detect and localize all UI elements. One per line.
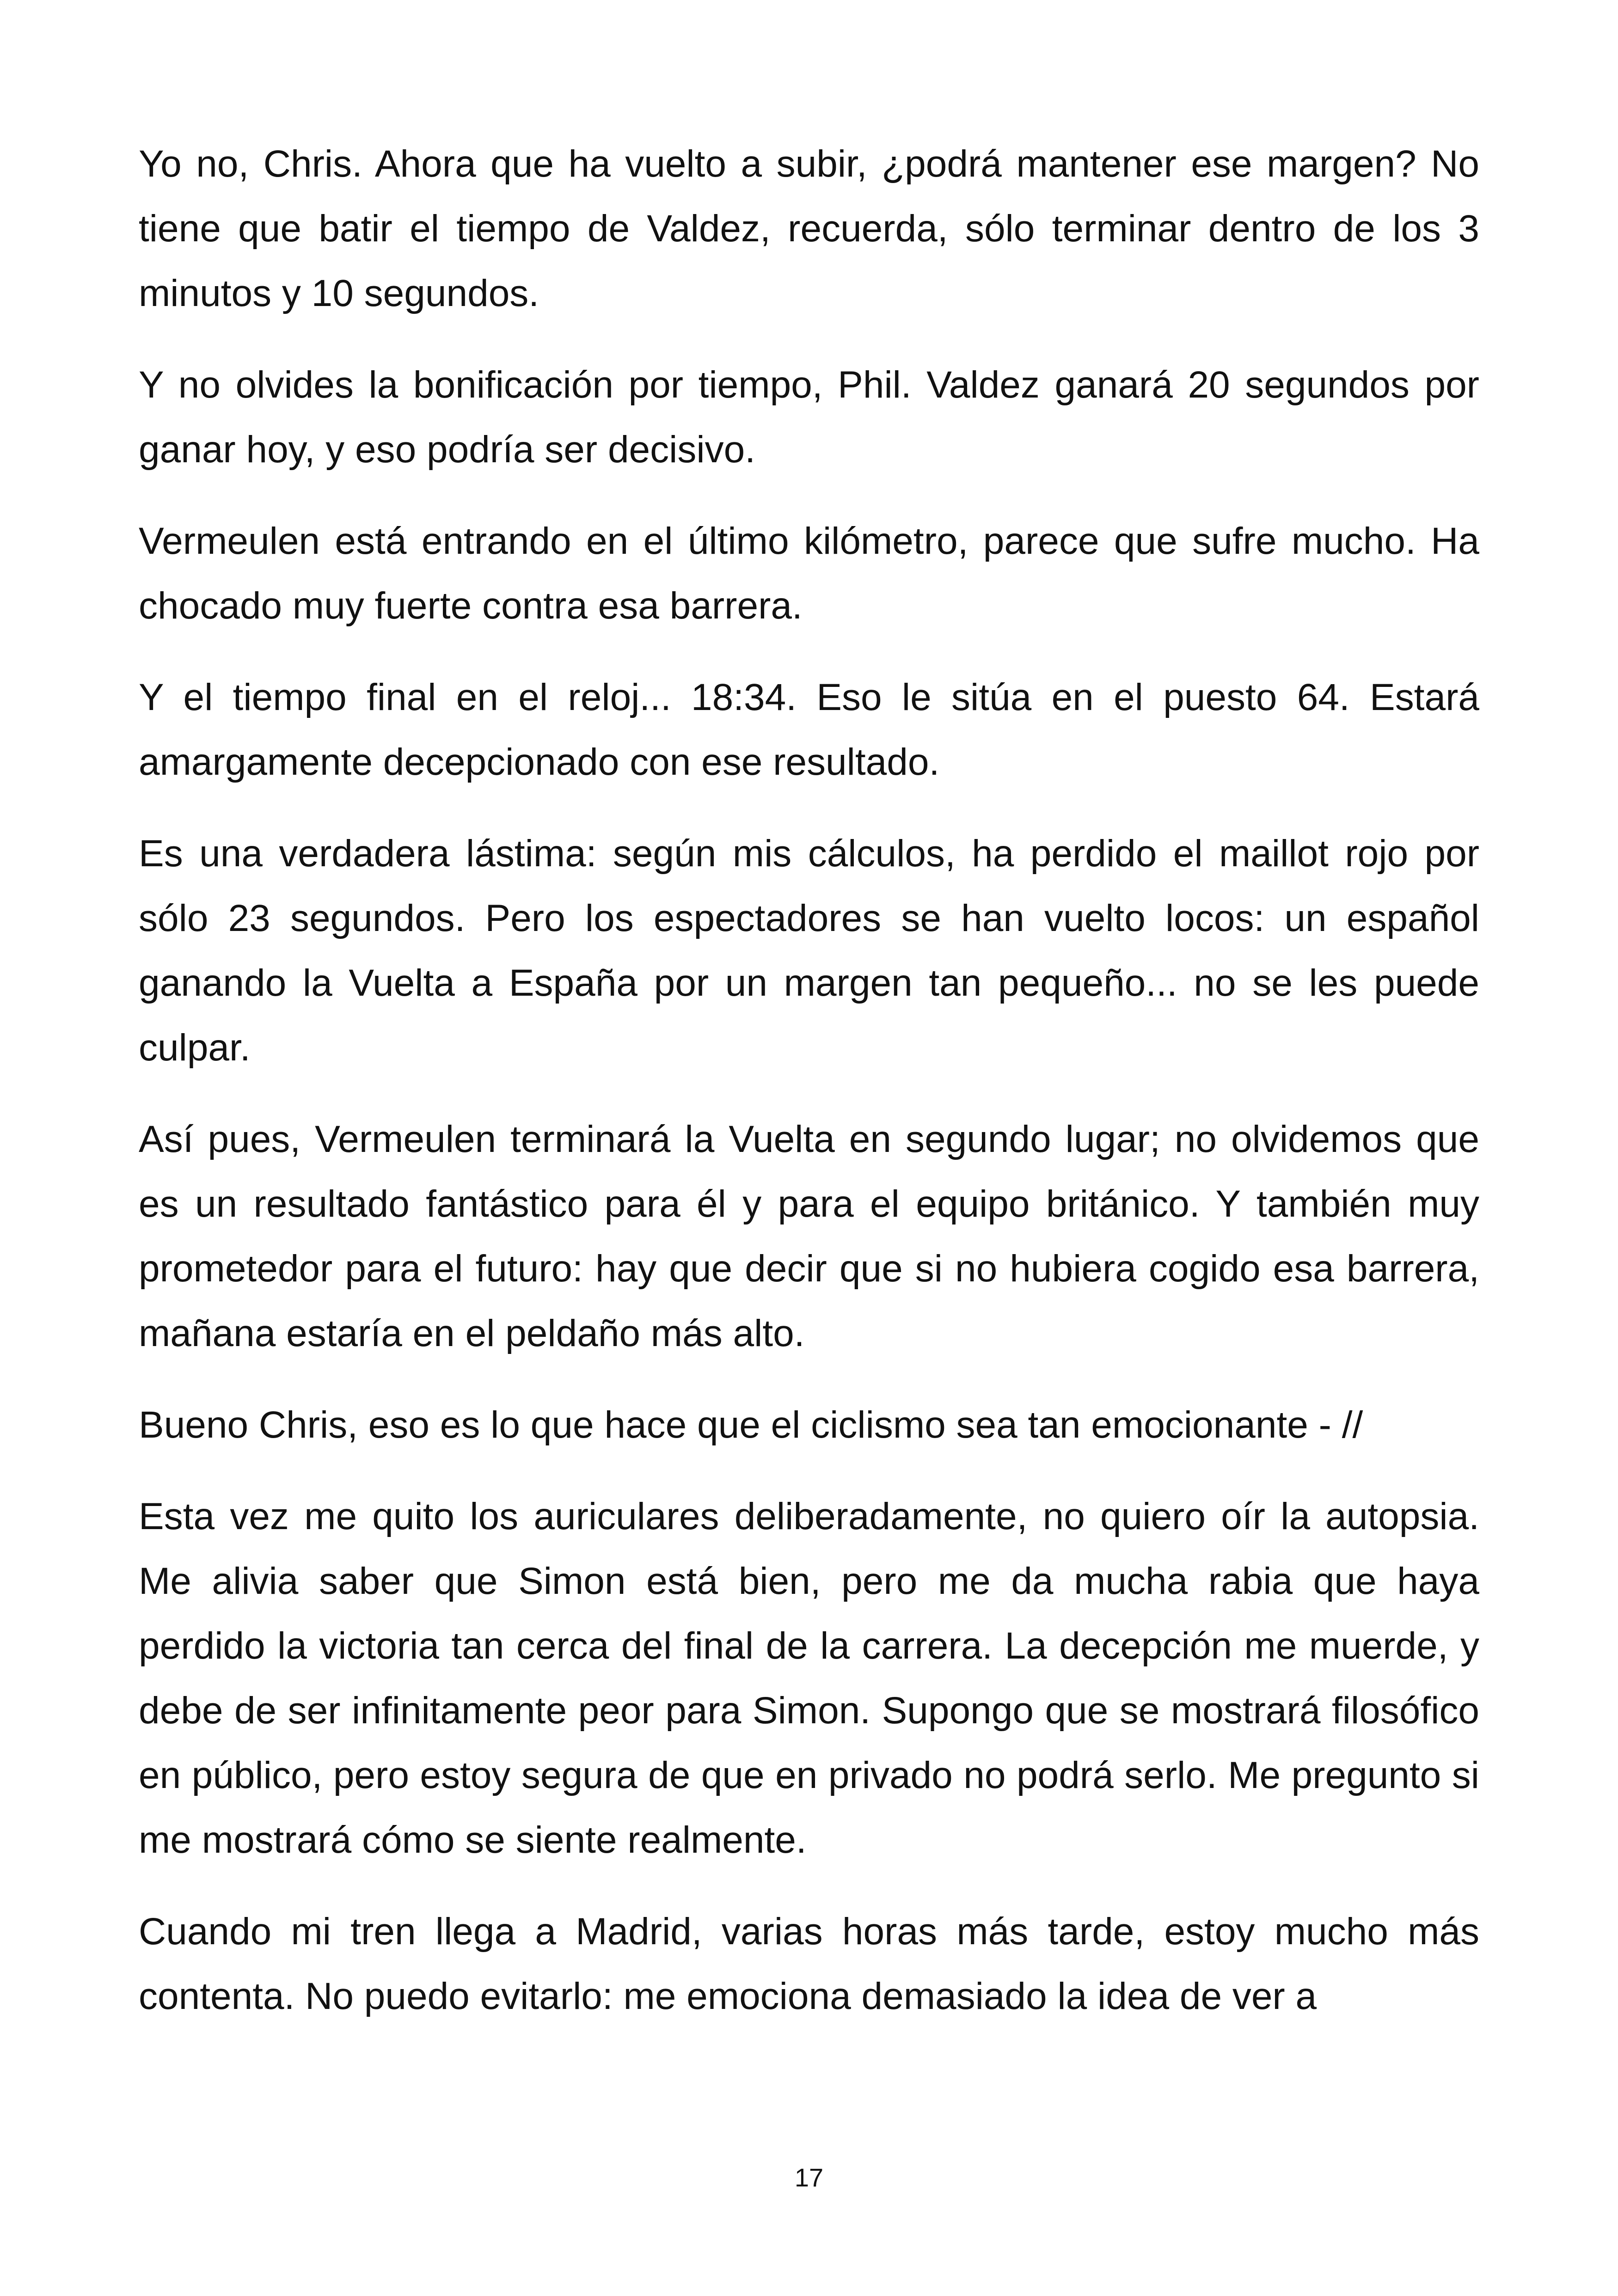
body-text (139, 132, 1479, 2056)
paragraph: Vermeulen está entrando en el último kilómetro, parece que sufre mucho. Ha chocado muy fuerte contra esa barrera. (139, 520, 1479, 627)
paragraph: Y el tiempo final en el reloj... 18:34. Eso le sitúa en el puesto 64. Estará amargamente decepcionado con ese resultado. (139, 676, 1479, 783)
paragraph: Esta vez me quito los auriculares deliberadamente, no quiero oír la autopsia. Me alivia saber que Simon está bien, pero me da mucha rabia que haya perdido la victoria tan cerca del final de la carrera. La decepción me muerde, y debe de ser infinitamente peor para Simon. Supongo que se mostrará filosófico en público, pero estoy segura de que en privado no podrá serlo. Me pregunto si me mostrará cómo se siente realmente. (139, 1495, 1479, 1861)
paragraph: Y no olvides la bonificación por tiempo, Phil. Valdez ganará 20 segundos por ganar hoy, y eso podría ser decisivo. (139, 364, 1479, 471)
page-number: 17 (794, 2163, 824, 2192)
paragraph: Bueno Chris, eso es lo que hace que el ciclismo sea tan emocionante - // (139, 1404, 1363, 1446)
paragraph: Así pues, Vermeulen terminará la Vuelta en segundo lugar; no olvidemos que es un resultado fantástico para él y para el equipo británico. Y también muy prometedor para el futuro: hay que decir que si no hubiera cogido esa barrera, mañana estaría en el peldaño más alto. (139, 1118, 1479, 1354)
paragraph: Cuando mi tren llega a Madrid, varias horas más tarde, estoy mucho más contenta. No puedo evitarlo: me emociona demasiado la idea de ver a (139, 1910, 1479, 2017)
paragraph: Yo no, Chris. Ahora que ha vuelto a subir, ¿podrá mantener ese margen? No tiene que batir el tiempo de Valdez, recuerda, sólo terminar dentro de los 3 minutos y 10 segundos. (139, 143, 1479, 314)
paragraph: Es una verdadera lástima: según mis cálculos, ha perdido el maillot rojo por sólo 23 segundos. Pero los espectadores se han vuelto locos: un español ganando la Vuelta a España por un margen tan pequeño... no se les puede culpar. (139, 833, 1479, 1069)
